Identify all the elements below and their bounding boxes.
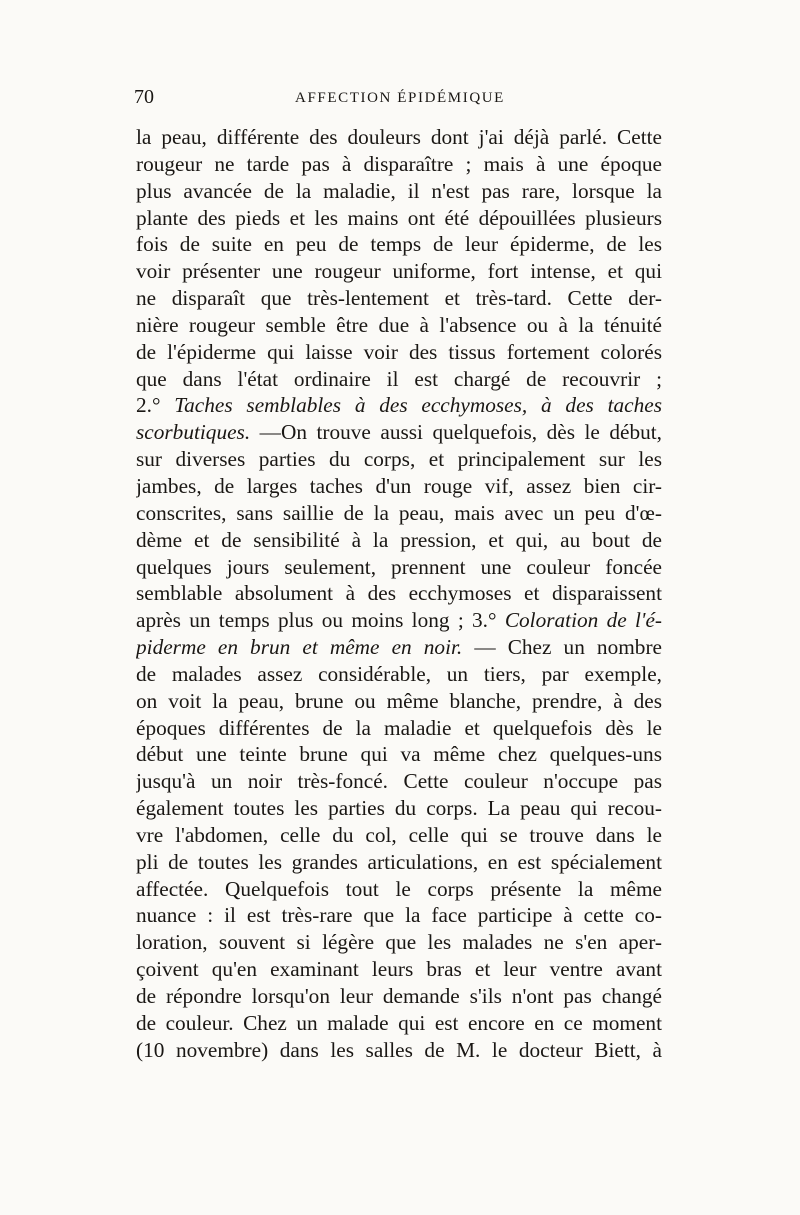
text-run: jusqu'à un noir très-foncé. Cette couleur n'occupe pas [136,769,662,794]
text-run: quelques jours seulement, prennent une couleur foncée [136,554,662,579]
text-run: plus avancée de la maladie, il n'est pas rare, lorsque la [136,178,662,203]
text-line [136,1010,662,1037]
text-line [136,446,662,473]
text-line [136,151,662,178]
page-number: 70 [134,86,154,108]
italic-text-run: Taches semblables à des ecchymoses, à des taches [174,393,662,418]
text-line [136,688,662,715]
text-line [136,983,662,1010]
text-run: voir présenter une rougeur uniforme, fort intense, et qui [136,259,662,284]
text-line [136,634,662,661]
body-text [136,124,662,1064]
text-run: après un temps plus ou moins long ; 3.° [136,608,505,633]
text-line [136,500,662,527]
text-line [136,527,662,554]
italic-text-run: piderme en brun et même en noir. [136,635,463,660]
text-line [136,1037,662,1064]
text-run: jambes, de larges taches d'un rouge vif, assez bien cir- [136,473,662,498]
text-run: la peau, différente des douleurs dont j'ai déjà parlé. Cette [136,125,662,149]
text-run: nière rougeur semble être due à l'absence ou à la ténuité [136,312,662,337]
text-line [136,392,662,419]
text-line [136,258,662,285]
text-run: de couleur. Chez un malade qui est encore en ce moment [136,1010,662,1035]
text-line [136,661,662,688]
text-run: — Chez un nombre [462,635,662,660]
text-run: que dans l'état ordinaire il est chargé de recouvrir ; [136,366,662,391]
text-run: affectée. Quelquefois tout le corps présente la même [136,876,662,901]
text-run: 2.° [136,393,175,418]
text-line [136,419,662,446]
text-run: également toutes les parties du corps. La peau qui recou- [136,796,662,821]
italic-text-run: Coloration de l'é- [504,608,662,633]
text-run: vre l'abdomen, celle du col, celle qui se trouve dans le [136,822,662,847]
text-line [136,473,662,500]
text-line [136,956,662,983]
italic-text-run: scorbutiques. [136,420,251,445]
text-line [136,231,662,258]
text-run: de malades assez considérable, un tiers, par exemple, [136,661,662,686]
text-run: nuance : il est très-rare que la face participe à cette co- [136,903,662,928]
text-run: époques différentes de la maladie et quelquefois dès le [136,715,662,740]
text-run: —On trouve aussi quelquefois, dès le début, [250,420,662,445]
text-run: dème et de sensibilité à la pression, et qui, au bout de [136,527,662,552]
text-line [136,580,662,607]
text-line [136,124,662,151]
text-line [136,285,662,312]
running-head: AFFECTION ÉPIDÉMIQUE [295,90,505,106]
text-run: loration, souvent si légère que les malades ne s'en aper- [136,930,662,955]
text-run: pli de toutes les grandes articulations, en est spécialement [136,849,662,874]
text-line [136,741,662,768]
text-run: rougeur ne tarde pas à disparaître ; mais à une époque [136,151,662,176]
text-run: semblable absolument à des ecchymoses et disparaissent [136,581,662,606]
text-run: on voit la peau, brune ou même blanche, prendre, à des [136,688,662,713]
text-line [136,902,662,929]
text-line [136,768,662,795]
text-line [136,822,662,849]
text-run: fois de suite en peu de temps de leur épiderme, de les [136,232,662,257]
text-run: (10 novembre) dans les salles de M. le docteur Biett, à [136,1037,662,1062]
text-line [136,607,662,634]
text-line [136,366,662,393]
text-line [136,205,662,232]
text-line [136,876,662,903]
text-line [136,339,662,366]
text-run: ne disparaît que très-lentement et très-tard. Cette der- [136,286,662,311]
text-run: de l'épiderme qui laisse voir des tissus fortement colorés [136,339,662,364]
text-run: de répondre lorsqu'on leur demande s'ils n'ont pas changé [136,984,662,1008]
text-run: çoivent qu'en examinant leurs bras et leur ventre avant [136,957,662,982]
text-run: sur diverses parties du corps, et principalement sur les [136,447,662,472]
text-line [136,849,662,876]
text-line [136,795,662,822]
text-line [136,929,662,956]
text-run: début une teinte brune qui va même chez quelques-uns [136,742,662,767]
text-line [136,715,662,742]
text-line [136,312,662,339]
text-line [136,178,662,205]
text-run: conscrites, sans saillie de la peau, mais avec un peu d'œ- [136,500,662,525]
text-run: plante des pieds et les mains ont été dépouillées plusieurs [136,205,662,230]
text-line [136,554,662,581]
